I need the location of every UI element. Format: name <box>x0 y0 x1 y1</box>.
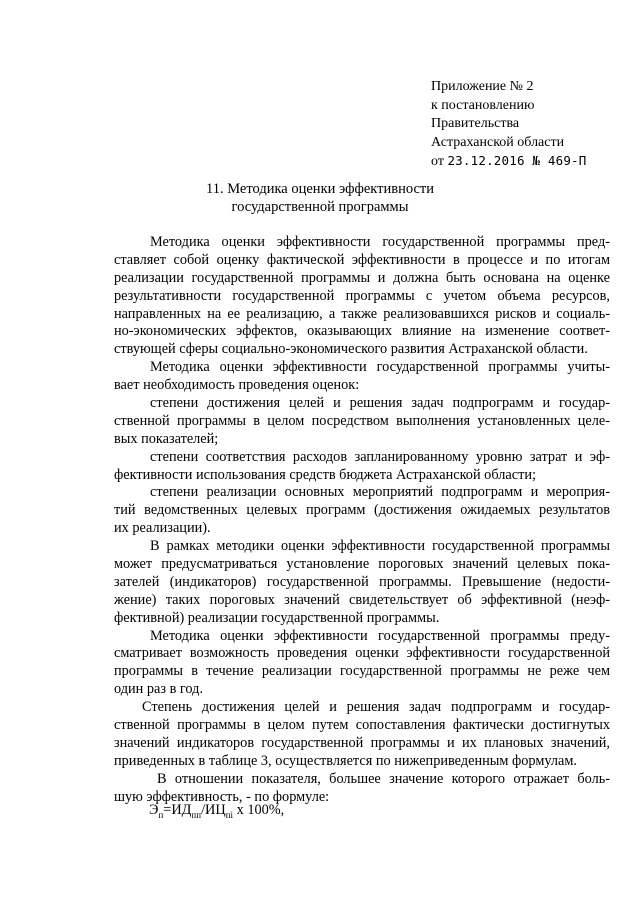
formula-e: Э <box>149 802 159 818</box>
paragraph-line: зателей (индикаторов) государственной программы. Превышение (недости- <box>114 573 610 590</box>
paragraph-line: жение) таких пороговых значений свидетельствует об эффективной (неэф- <box>114 591 610 608</box>
appendix-number: Приложение № 2 <box>431 79 534 94</box>
paragraph-line: их реализации). <box>114 520 211 537</box>
formula-ic-sub: пi <box>225 809 234 820</box>
paragraph-line: ствующей сферы социально-экономического развития Астраханской области. <box>114 341 588 358</box>
paragraph-line: но-экономических эффектов, оказывающих влияние на изменение соответ- <box>114 323 610 340</box>
date-number-stamp: 23.12.2016 № 469-П <box>447 153 587 168</box>
paragraph-line: степени реализации основных мероприятий подпрограмм и мероприя- <box>150 484 610 501</box>
paragraph-line: Степень достижения целей и решения задач подпрограмм и государ- <box>142 699 610 716</box>
paragraph-line: степени соответствия расходов запланированному уровню затрат и эф- <box>150 448 610 465</box>
paragraph-line: фективности использования средств бюджета Астраханской области; <box>114 466 536 483</box>
formula-tail: х 100%, <box>233 802 285 818</box>
paragraph-line: направленных на ее реализацию, а также реализовавшихся рисков и социаль- <box>114 305 610 322</box>
paragraph-line: ставляет собой оценку фактической эффективности в процессе и по итогам <box>114 251 610 268</box>
paragraph-line: результативности государственной программы с учетом объема ресурсов, <box>114 287 610 304</box>
formula-id: =ИД <box>163 802 192 818</box>
paragraph-line: значений индикаторов государственной программы и их плановых значений, <box>114 734 610 751</box>
appendix-header <box>431 78 587 172</box>
paragraph-line: фективной) реализации государственной программы. <box>114 609 440 626</box>
section-title-line2: государственной программы <box>231 199 409 215</box>
paragraph-line: В рамках методики оценки эффективности государственной программы <box>150 538 610 555</box>
appendix-from: от <box>431 154 444 169</box>
paragraph <box>114 449 610 485</box>
paragraph <box>114 628 610 700</box>
paragraph-line: приведенных в таблице 3, осуществляется по нижеприведенным формулам. <box>114 752 577 769</box>
paragraph <box>114 484 610 538</box>
paragraph <box>114 234 610 359</box>
paragraph-line: вает необходимость проведения оценок: <box>114 377 360 394</box>
formula-ic: /ИЦ <box>201 802 226 818</box>
appendix-date-line <box>431 152 587 172</box>
appendix-decree: к постановлению <box>431 97 535 113</box>
paragraph-line: Методика оценки эффективности государственной программы преду- <box>150 627 610 644</box>
paragraph-line: может предусматриваться установление пороговых значений целевых пока- <box>114 556 610 573</box>
paragraph <box>114 359 610 395</box>
formula <box>149 802 284 820</box>
paragraph-line: степени достижения целей и решения задач подпрограмм и государ- <box>150 395 610 412</box>
paragraph-line: В отношении показателя, большее значение которого отражает боль- <box>157 770 610 787</box>
paragraph <box>114 699 610 771</box>
formula-e-sub: п <box>158 809 164 820</box>
appendix-government: Правительства <box>431 116 520 131</box>
paragraph-line: Методика оценки эффективности государственной программы учиты- <box>150 359 610 376</box>
paragraph-line: вых показателей; <box>114 430 219 447</box>
section-heading <box>0 180 640 216</box>
paragraph-line: один раз в год. <box>114 681 204 698</box>
document-body <box>114 234 610 807</box>
paragraph-line: Методика оценки эффективности государственной программы пред- <box>150 234 610 250</box>
formula-id-sub: пп <box>191 809 202 820</box>
appendix-region: Астраханской области <box>431 134 565 150</box>
paragraph <box>114 395 610 449</box>
paragraph-line: тий ведомственных целевых программ (достижения ожидаемых результатов <box>114 502 610 519</box>
paragraph <box>114 538 610 627</box>
paragraph-line: ственной программы в целом посредством выполнения установленных целе- <box>114 412 610 429</box>
paragraph-line: шую эффективность, - по формуле: <box>114 788 330 805</box>
paragraph-line: реализации государственной программы и должна быть основана на оценке <box>114 269 610 286</box>
paragraph-line: программы в течение реализации государственной программы не реже чем <box>114 663 610 680</box>
paragraph-line: сматривает возможность проведения оценки эффективности государственной <box>114 645 610 662</box>
section-title-line1: 11. Методика оценки эффективности <box>206 181 434 197</box>
paragraph-line: ственной программы в целом путем сопоставления фактически достигнутых <box>114 717 610 734</box>
